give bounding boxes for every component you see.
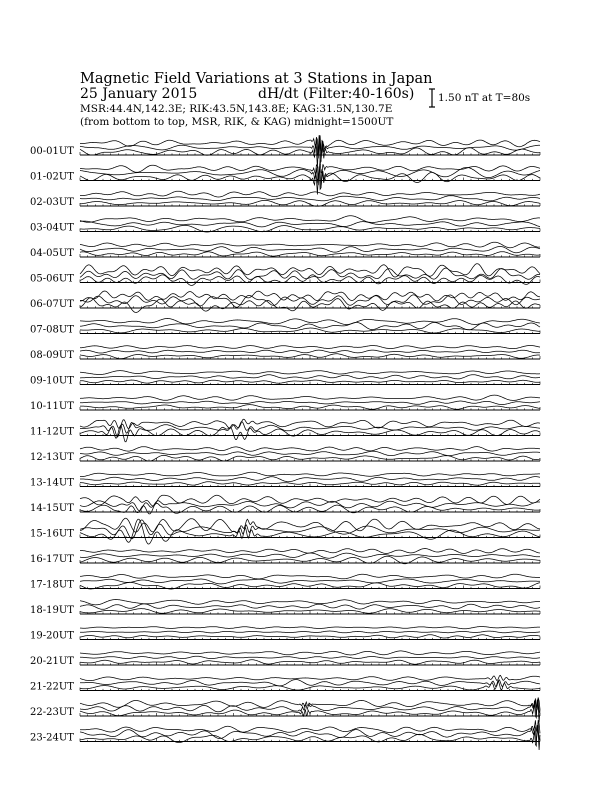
hour-row xyxy=(30,600,540,617)
hour-row xyxy=(30,720,540,750)
row-label: 02-03UT xyxy=(30,197,74,208)
hour-row xyxy=(30,135,540,168)
station-trace xyxy=(80,495,540,506)
station-trace xyxy=(80,242,540,248)
station-trace xyxy=(80,346,540,349)
hour-row xyxy=(30,291,540,313)
row-label: 11-12UT xyxy=(30,426,74,438)
scale-label: 1.50 nT at T=80s xyxy=(438,92,531,104)
station-trace xyxy=(80,319,540,325)
minute-ticks xyxy=(80,407,540,410)
row-label: 06-07UT xyxy=(30,299,74,310)
station-trace xyxy=(80,247,540,253)
row-label: 13-14UT xyxy=(30,477,74,489)
row-label: 23-24UT xyxy=(30,732,74,744)
chart-date: 25 January 2015 xyxy=(80,86,198,102)
row-label: 10-11UT xyxy=(30,401,74,412)
station-trace xyxy=(80,579,540,584)
row-label: 03-04UT xyxy=(30,222,74,234)
row-label: 21-22UT xyxy=(30,681,74,693)
station-trace xyxy=(80,191,540,197)
hour-row xyxy=(30,697,540,722)
hour-row xyxy=(30,346,540,362)
station-trace xyxy=(80,350,540,353)
row-label: 00-01UT xyxy=(30,146,74,157)
station-trace xyxy=(80,371,540,375)
station-coordinates: MSR:44.4N,142.3E; RIK:43.5N,143.8E; KAG:31.5N,130.7E xyxy=(80,103,393,115)
station-trace xyxy=(80,720,540,733)
hour-row xyxy=(30,472,540,488)
station-trace xyxy=(80,627,540,629)
station-trace xyxy=(80,401,540,405)
hour-row xyxy=(30,395,540,412)
station-trace xyxy=(80,656,540,658)
hour-row xyxy=(30,651,540,667)
row-label: 22-23UT xyxy=(30,707,74,718)
hour-row xyxy=(30,216,540,234)
station-trace xyxy=(80,553,540,558)
station-order-note: (from bottom to top, MSR, RIK, & KAG) midnight=1500UT xyxy=(80,116,394,128)
hour-row xyxy=(30,495,540,514)
hour-row xyxy=(30,242,540,259)
row-label: 08-09UT xyxy=(30,350,74,361)
station-trace xyxy=(80,631,540,633)
station-trace xyxy=(80,136,540,161)
station-trace xyxy=(80,518,540,533)
station-trace xyxy=(80,375,540,379)
station-trace xyxy=(80,196,540,201)
station-trace xyxy=(80,264,540,277)
row-label: 05-06UT xyxy=(30,273,74,285)
row-label: 19-20UT xyxy=(30,630,74,642)
row-label: 20-21UT xyxy=(30,656,74,667)
station-trace xyxy=(80,291,540,301)
minute-ticks xyxy=(80,331,540,334)
station-trace xyxy=(80,160,540,178)
station-trace xyxy=(80,447,540,452)
station-trace xyxy=(80,451,540,455)
hour-row xyxy=(30,549,540,566)
minute-ticks xyxy=(80,509,540,512)
row-label: 01-02UT xyxy=(30,171,74,183)
hour-row xyxy=(30,319,540,336)
hour-row xyxy=(30,574,540,590)
station-trace xyxy=(80,675,540,680)
row-label: 14-15UT xyxy=(30,503,74,514)
row-label: 16-17UT xyxy=(30,554,74,565)
row-label: 12-13UT xyxy=(30,452,74,463)
row-label: 15-16UT xyxy=(30,528,74,540)
station-trace xyxy=(80,477,540,482)
hour-row xyxy=(30,419,540,442)
station-trace xyxy=(80,680,540,687)
chart-title: Magnetic Field Variations at 3 Stations in Japan xyxy=(80,71,433,87)
station-trace xyxy=(80,472,540,476)
hour-row xyxy=(30,371,540,387)
row-label: 09-10UT xyxy=(30,375,74,387)
row-label: 04-05UT xyxy=(30,248,74,259)
station-trace xyxy=(80,651,540,655)
hour-row xyxy=(30,264,540,286)
station-trace xyxy=(80,322,540,329)
station-trace xyxy=(80,216,540,223)
station-trace xyxy=(80,574,540,579)
hour-row xyxy=(30,518,540,544)
hour-row xyxy=(30,447,540,463)
hour-row xyxy=(30,627,540,642)
hour-row xyxy=(30,675,540,692)
station-trace xyxy=(80,221,540,227)
station-trace xyxy=(80,700,540,723)
row-label: 18-19UT xyxy=(30,605,74,616)
minute-ticks xyxy=(80,611,540,614)
hour-row xyxy=(30,160,540,194)
station-trace xyxy=(80,395,540,400)
row-label: 17-18UT xyxy=(30,579,74,591)
hour-row xyxy=(30,191,540,208)
station-trace xyxy=(80,604,540,609)
chart-filter: dH/dt (Filter:40-160s) xyxy=(258,86,415,102)
row-label: 07-08UT xyxy=(30,324,74,336)
station-trace xyxy=(80,419,540,428)
